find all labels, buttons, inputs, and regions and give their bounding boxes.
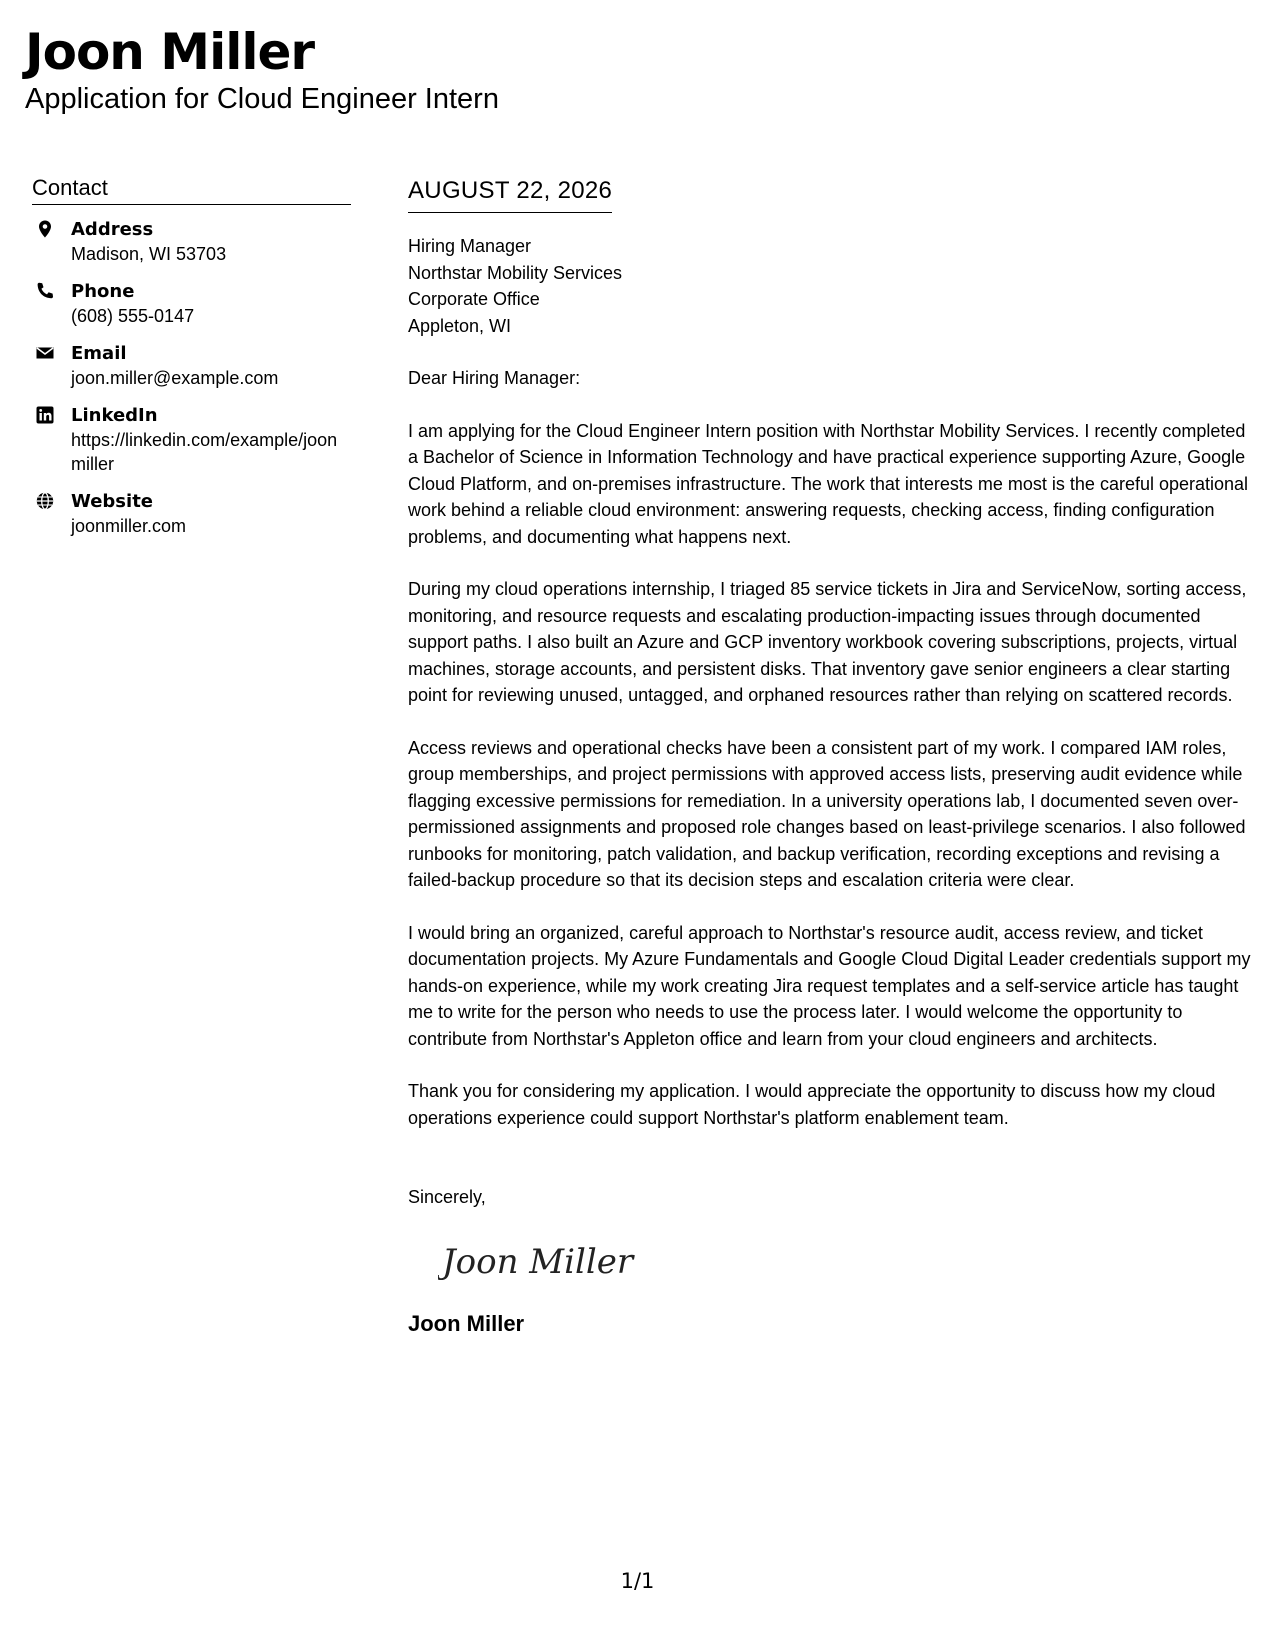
signer-name: Joon Miller <box>408 1310 525 1336</box>
signature-text: Joon Miller <box>442 1241 634 1282</box>
contact-value: joonmiller.com <box>71 516 187 536</box>
contact-value: Madison, WI 53703 <box>71 244 227 264</box>
application-subtitle: Application for Cloud Engineer Intern <box>25 83 499 115</box>
contact-value: (608) 555-0147 <box>71 306 195 326</box>
body-paragraph: I would bring an organized, careful approach to Northstar's resource audit, access review, and ticket documentation projects. My Azure Fundamentals and Google Cloud Digital Leader credentials support my hands-on experience, while my work creating Jira request templates and a self-service article has taught me to write for the person who needs to use the process later. I would welcome the opportunity to contribute from Northstar's Appleton office and learn from your cloud engineers and architects. <box>408 922 1251 1049</box>
contact-value: https://linkedin.com/example/joonmiller <box>71 430 338 474</box>
linkedin-icon <box>35 405 55 425</box>
closing: Sincerely, <box>408 1187 486 1207</box>
contact-label: Website <box>71 491 154 512</box>
letter-body <box>408 176 1253 1338</box>
handwritten-signature <box>438 1231 658 1291</box>
contact-item-website <box>32 489 351 538</box>
letter-header <box>25 22 499 116</box>
contact-label: LinkedIn <box>71 405 158 426</box>
body-paragraph: I am applying for the Cloud Engineer Intern position with Northstar Mobility Services. I recently completed a Bachelor of Science in Information Technology and have practical experience supporting Azure, Google Cloud Platform, and on-premises infrastructure. The work that interests me most is the careful operational work behind a reliable cloud environment: answering requests, checking access, finding configuration problems, and documenting what happens next. <box>408 420 1249 547</box>
body-paragraph: During my cloud operations internship, I triaged 85 service tickets in Jira and ServiceNow, sorting access, monitoring, and resource requests and escalating production-impacting issues through documented support paths. I also built an Azure and GCP inventory workbook covering subscriptions, projects, virtual machines, storage accounts, and persistent disks. That inventory gave senior engineers a clear starting point for reviewing unused, untagged, and orphaned resources rather than relying on scattered records. <box>408 579 1247 705</box>
salutation: Dear Hiring Manager: <box>408 368 581 388</box>
body-paragraph: Access reviews and operational checks have been a consistent part of my work. I compared IAM roles, group memberships, and project permissions with approved access lists, preserving audit evidence while flagging excessive permissions for remediation. In a university operations lab, I documented seven over-permissioned assignments and proposed role changes based on least-privilege scenarios. I also followed runbooks for monitoring, patch validation, and backup verification, recording exceptions and revising a failed-backup procedure so that its decision steps and escalation criteria were clear. <box>408 737 1246 890</box>
contact-label: Address <box>71 219 154 240</box>
contact-item-phone <box>32 279 351 328</box>
recipient-line: Appleton, WI <box>408 315 512 336</box>
contact-heading: Contact <box>32 174 351 205</box>
contact-sidebar <box>32 174 351 551</box>
globe-icon <box>35 491 55 511</box>
phone-icon <box>35 281 55 301</box>
map-pin-icon <box>35 219 55 239</box>
contact-value: joon.miller@example.com <box>71 368 279 388</box>
letter-date: AUGUST 22, 2026 <box>408 176 612 213</box>
applicant-name: Joon Miller <box>25 23 315 81</box>
contact-item-linkedin <box>32 403 351 476</box>
recipient-block <box>408 233 1253 339</box>
envelope-icon <box>35 343 55 363</box>
contact-item-address <box>32 217 351 266</box>
recipient-line: Corporate Office <box>408 289 540 309</box>
contact-item-email <box>32 341 351 390</box>
body-paragraph: Thank you for considering my application. I would appreciate the opportunity to discuss how my cloud operations experience could support Northstar's platform enablement team. <box>408 1081 1216 1128</box>
page-number: 1/1 <box>620 1569 655 1593</box>
contact-label: Email <box>71 343 127 364</box>
recipient-line: Northstar Mobility Services <box>408 262 623 283</box>
contact-label: Phone <box>71 281 135 302</box>
recipient-line: Hiring Manager <box>408 236 532 256</box>
